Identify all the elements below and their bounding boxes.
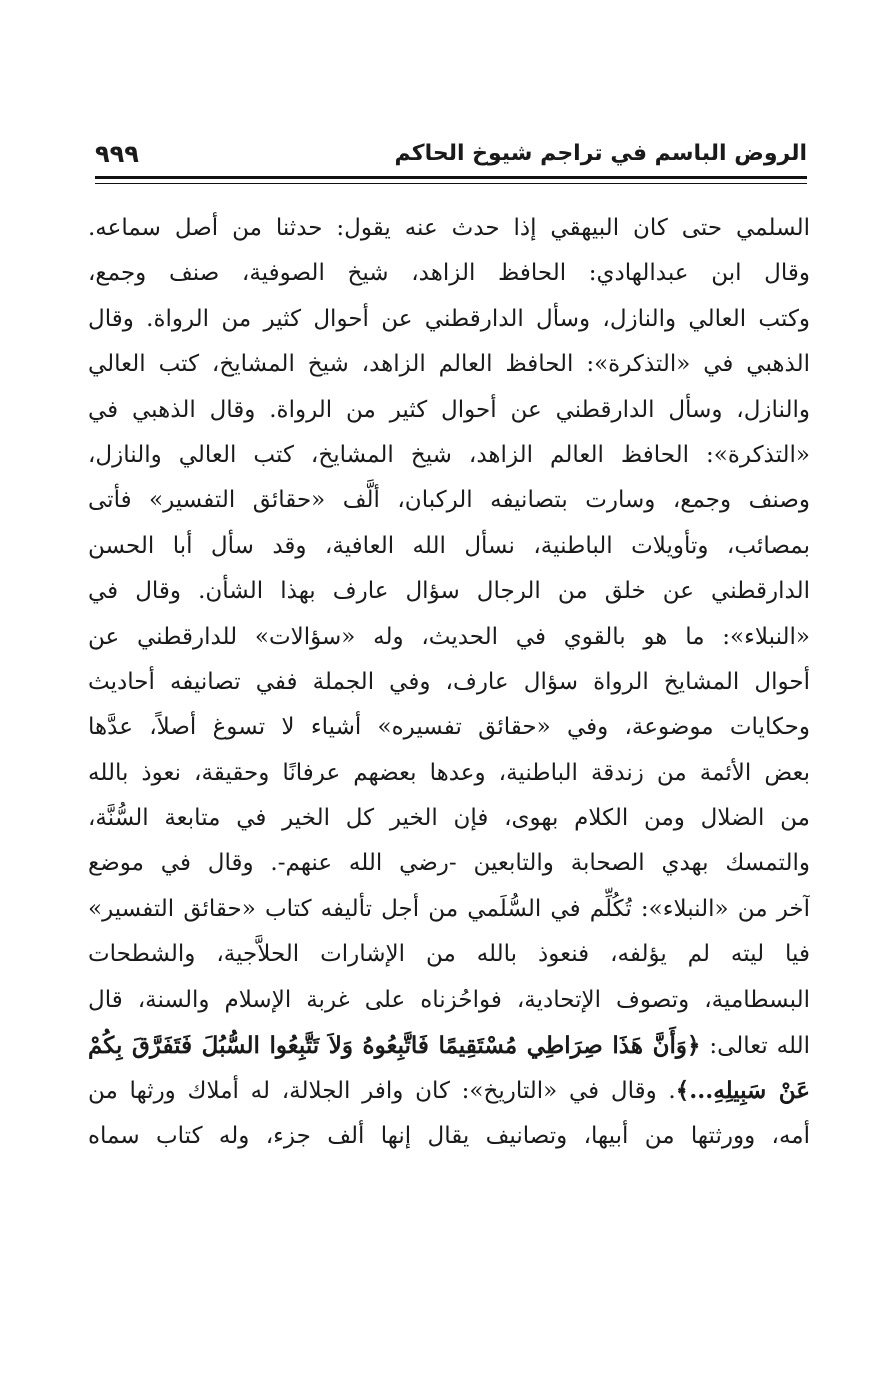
- quran-suffix: . وقال في «التاريخ»: كان وافر الجلالة، له أملاك ورثها من: [88, 1078, 676, 1105]
- text-line: السلمي حتى كان البيهقي إذا حدث عنه يقول: حدثنا من أصل سماعه.: [88, 215, 810, 241]
- page-number: ٩٩٩: [95, 140, 139, 168]
- text-line: الدارقطني عن خلق من الرجال سؤال عارف بهذا الشأن. وقال في: [88, 578, 810, 605]
- page-header: [95, 136, 807, 172]
- text-line: البسطامية، وتصوف الإتحادية، فواحُزناه على غربة الإسلام والسنة، قال: [88, 986, 810, 1013]
- quran-verse-end: عَنْ سَبِيلِهِ...﴾: [675, 1077, 810, 1105]
- text-line: من الضلال ومن الكلام بهوى، فإن الخير كل الخير في متابعة السُّنَّة،: [88, 805, 810, 832]
- text-line: وصنف وجمع، وسارت بتصانيفه الركبان، ألَّف «حقائق التفسير» فأتى: [88, 487, 810, 514]
- text-line: والنازل، وسأل الدارقطني عن أحوال كثير من الرواة. وقال الذهبي في: [88, 396, 810, 423]
- text-line: وكتب العالي والنازل، وسأل الدارقطني عن أحوال كثير من الرواة. وقال: [88, 305, 810, 332]
- text-line: بعض الأئمة من زندقة الباطنية، وعدها بعضهم عرفانًا وحقيقة، نعوذ بالله: [88, 759, 810, 786]
- body-text: [88, 206, 810, 1159]
- header-rule-thin: [95, 183, 807, 184]
- header-rule-thick: [95, 176, 807, 179]
- text-line: وحكايات موضوعة، وفي «حقائق تفسيره» أشياء لا تسوغ أصلاً، عدَّها: [88, 714, 810, 741]
- quran-verse: ﴿وَأَنَّ هَذَا صِرَاطِي مُسْتَقِيمًا فَاتَّبِعُوهُ وَلاَ تَتَّبِعُوا السُّبُلَ فَتَفَرَّقَ بِكُمْ: [88, 1032, 701, 1060]
- text-line: وقال ابن عبدالهادي: الحافظ الزاهد، شيخ الصوفية، صنف وجمع،: [88, 260, 810, 287]
- text-line: أمه، وورثتها من أبيها، وتصانيف يقال إنها ألف جزء، وله كتاب سماه: [88, 1122, 810, 1149]
- text-line: «النبلاء»: ما هو بالقوي في الحديث، وله «سؤالات» للدارقطني عن: [88, 623, 810, 650]
- text-line: أحوال المشايخ الرواة سؤال عارف، وفي الجملة ففي تصانيفه أحاديث: [88, 668, 810, 695]
- quran-prefix: الله تعالى:: [700, 1033, 810, 1060]
- text-line: «التذكرة»: الحافظ العالم الزاهد، شيخ المشايخ، كتب العالي والنازل،: [88, 441, 810, 468]
- text-line: والتمسك بهدي الصحابة والتابعين -رضي الله عنهم-. وقال في موضع: [88, 850, 810, 877]
- running-title: الروض الباسم في تراجم شيوخ الحاكم: [394, 141, 807, 166]
- text-line: الذهبي في «التذكرة»: الحافظ العالم الزاهد، شيخ المشايخ، كتب العالي: [88, 351, 810, 378]
- quran-line-2: [88, 1068, 810, 1113]
- text-line: فيا ليته لم يؤلفه، فنعوذ بالله من الإشارات الحلاَّجية، والشطحات: [88, 941, 810, 968]
- quran-line: [88, 1023, 810, 1068]
- text-line: بمصائب، وتأويلات الباطنية، نسأل الله العافية، وقد سأل أبا الحسن: [88, 532, 810, 559]
- text-line: آخر من «النبلاء»: تُكُلِّم في السُّلَمي من أجل تأليفه كتاب «حقائق التفسير»: [88, 895, 810, 922]
